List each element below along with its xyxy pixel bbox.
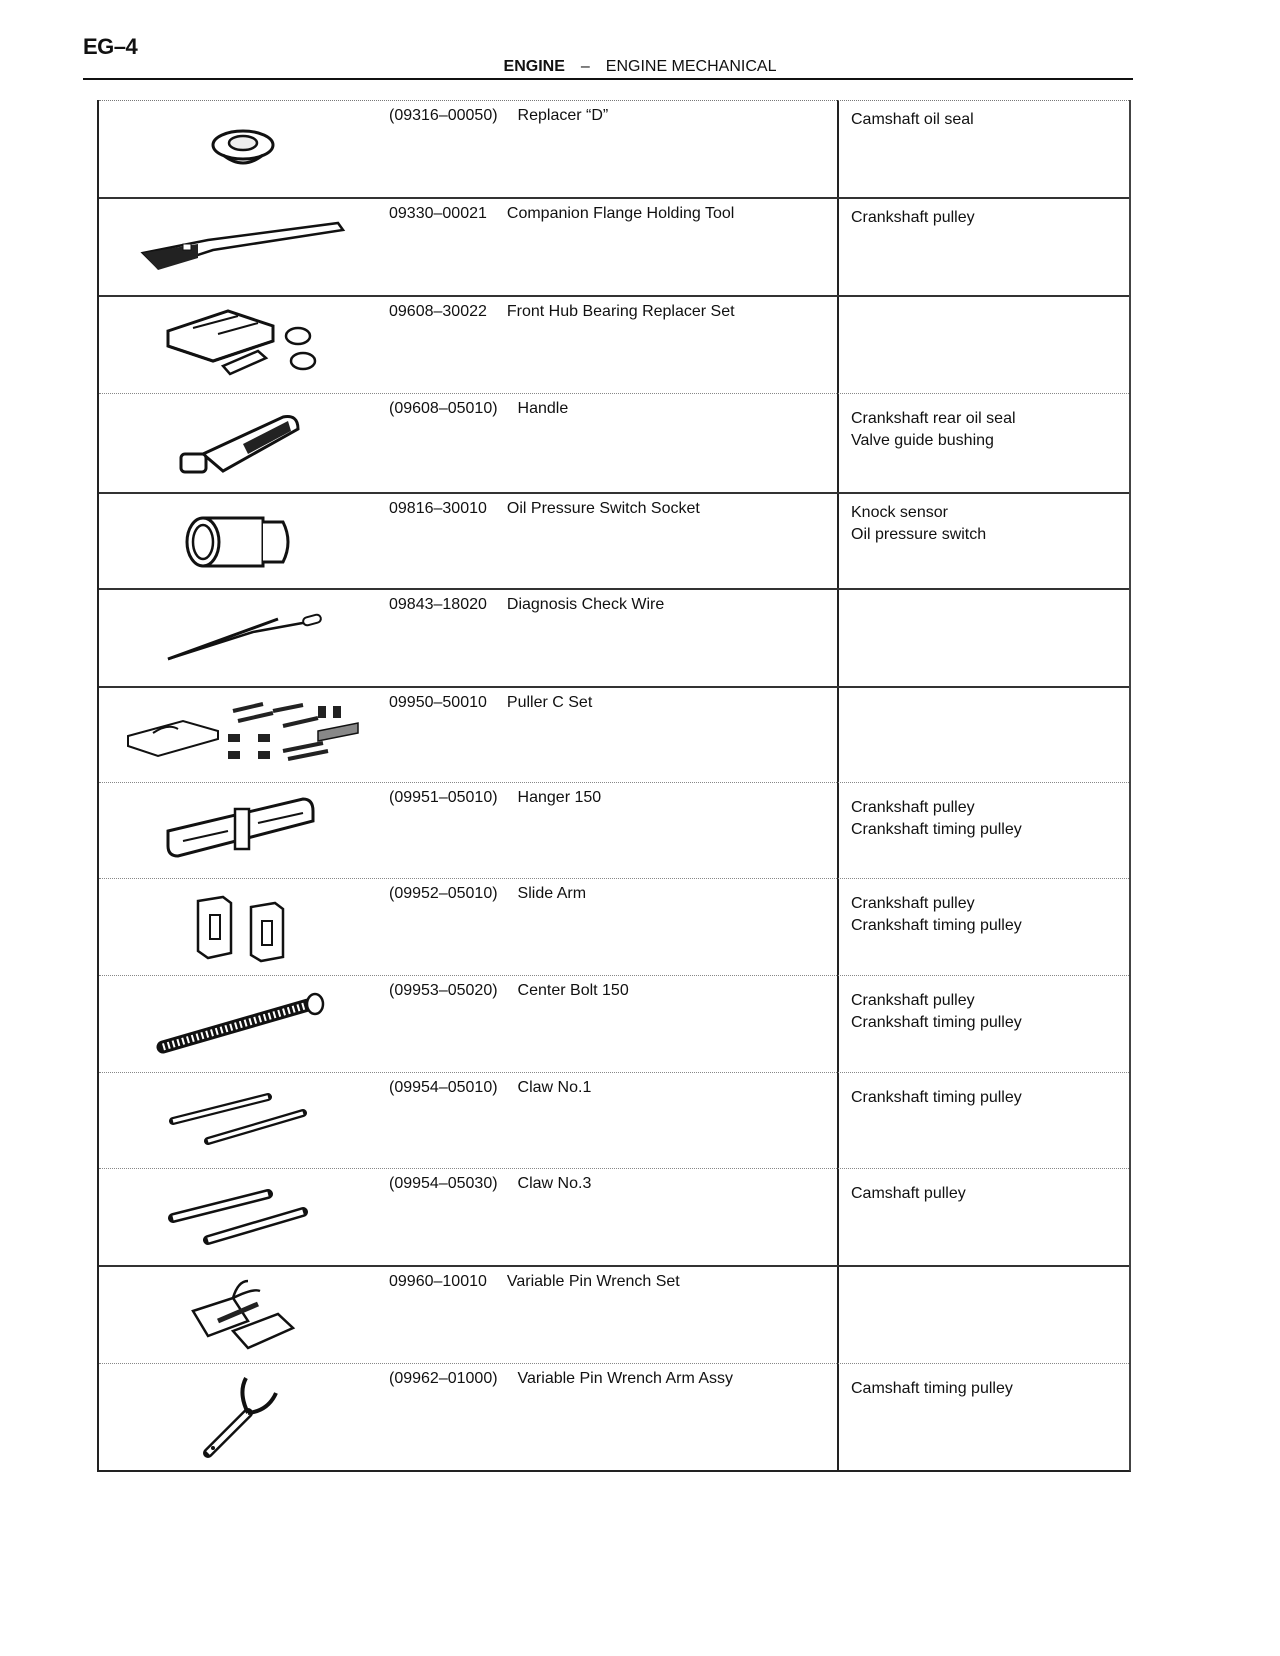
part-number: (09954–05010) xyxy=(389,1079,498,1096)
use-item: Knock sensor xyxy=(851,504,948,521)
tool-row xyxy=(99,1265,1129,1365)
tool-name: Slide Arm xyxy=(517,885,587,902)
puller-set-icon xyxy=(99,688,387,784)
use-item: Oil pressure switch xyxy=(851,526,987,543)
flange-holding-tool-icon xyxy=(99,199,387,297)
tool-uses xyxy=(851,109,974,131)
part-number: (09951–05010) xyxy=(389,789,498,806)
tool-description xyxy=(389,107,608,125)
tool-description xyxy=(389,982,629,1000)
subsection-title: ENGINE MECHANICAL xyxy=(605,58,777,75)
tool-row xyxy=(99,1168,1129,1266)
part-number: (09608–05010) xyxy=(389,400,498,417)
page-header xyxy=(0,58,1280,76)
tool-name: Replacer “D” xyxy=(517,107,609,124)
tool-name: Diagnosis Check Wire xyxy=(506,596,665,613)
tool-name: Oil Pressure Switch Socket xyxy=(506,500,700,517)
tool-uses xyxy=(851,893,1022,937)
use-item: Crankshaft timing pulley xyxy=(851,821,1022,838)
tool-description xyxy=(389,400,568,418)
tool-uses xyxy=(851,990,1022,1034)
tool-row xyxy=(99,1363,1129,1471)
tool-row xyxy=(99,975,1129,1073)
part-number: 09960–10010 xyxy=(389,1273,487,1290)
tool-uses xyxy=(851,502,986,546)
part-number: 09950–50010 xyxy=(389,694,487,711)
tool-description xyxy=(389,1273,680,1291)
part-number: (09952–05010) xyxy=(389,885,498,902)
page-number: EG–4 xyxy=(83,34,138,59)
check-wire-icon xyxy=(99,590,387,688)
bearing-replacer-set-icon xyxy=(99,297,387,395)
tool-row xyxy=(99,686,1129,784)
part-number: (09954–05030) xyxy=(389,1175,498,1192)
tool-row xyxy=(99,1072,1129,1169)
tool-description xyxy=(389,694,592,712)
tool-uses xyxy=(851,207,975,229)
tool-row xyxy=(99,588,1129,688)
center-bolt-icon xyxy=(99,976,387,1073)
special-service-tools-table xyxy=(97,100,1131,1472)
tool-name: Center Bolt 150 xyxy=(517,982,629,999)
tool-row xyxy=(99,295,1129,395)
use-item: Camshaft timing pulley xyxy=(851,1380,1013,1397)
header-separator: – xyxy=(580,58,590,75)
section-title: ENGINE xyxy=(503,58,565,75)
tool-row xyxy=(99,782,1129,879)
part-number: 09816–30010 xyxy=(389,500,487,517)
tool-uses xyxy=(851,797,1022,841)
tool-row xyxy=(99,393,1129,493)
tool-row xyxy=(99,878,1129,976)
claw-no3-icon xyxy=(99,1169,387,1266)
claw-no1-icon xyxy=(99,1073,387,1169)
tool-row xyxy=(99,197,1129,297)
tool-name: Claw No.1 xyxy=(517,1079,592,1096)
use-item: Crankshaft pulley xyxy=(851,799,975,816)
tool-name: Hanger 150 xyxy=(517,789,602,806)
part-number: 09608–30022 xyxy=(389,303,487,320)
use-item: Crankshaft pulley xyxy=(851,992,975,1009)
use-item: Camshaft pulley xyxy=(851,1185,966,1202)
use-item: Crankshaft timing pulley xyxy=(851,917,1022,934)
tool-name: Claw No.3 xyxy=(517,1175,592,1192)
tool-description xyxy=(389,303,735,321)
header-rule xyxy=(83,78,1133,80)
tool-description xyxy=(389,500,700,518)
use-item: Crankshaft rear oil seal xyxy=(851,410,1016,427)
part-number: (09962–01000) xyxy=(389,1370,498,1387)
use-item: Crankshaft pulley xyxy=(851,209,975,226)
socket-icon xyxy=(99,494,387,590)
tool-uses xyxy=(851,1378,1013,1400)
tool-description xyxy=(389,885,586,903)
use-item: Crankshaft pulley xyxy=(851,895,975,912)
part-number: (09316–00050) xyxy=(389,107,498,124)
tool-name: Variable Pin Wrench Set xyxy=(506,1273,680,1290)
tool-description xyxy=(389,1175,591,1193)
tool-description xyxy=(389,205,734,223)
part-number: 09330–00021 xyxy=(389,205,487,222)
pin-wrench-arm-icon xyxy=(99,1364,387,1471)
tool-description xyxy=(389,1079,591,1097)
tool-name: Front Hub Bearing Replacer Set xyxy=(506,303,735,320)
tool-row xyxy=(99,492,1129,590)
slide-arm-icon xyxy=(99,879,387,976)
tool-name: Handle xyxy=(517,400,569,417)
tool-uses xyxy=(851,1183,966,1205)
tool-row xyxy=(99,100,1129,198)
part-number: 09843–18020 xyxy=(389,596,487,613)
use-item: Camshaft oil seal xyxy=(851,111,974,128)
tool-uses xyxy=(851,1087,1022,1109)
tool-uses xyxy=(851,408,1016,452)
tool-name: Companion Flange Holding Tool xyxy=(506,205,735,222)
tool-description xyxy=(389,1370,733,1388)
tool-description xyxy=(389,789,601,807)
use-item: Crankshaft timing pulley xyxy=(851,1089,1022,1106)
replacer-d-icon xyxy=(99,101,387,198)
use-item: Crankshaft timing pulley xyxy=(851,1014,1022,1031)
handle-icon xyxy=(99,394,387,493)
tool-description xyxy=(389,596,664,614)
pin-wrench-set-icon xyxy=(99,1267,387,1365)
tool-name: Variable Pin Wrench Arm Assy xyxy=(517,1370,734,1387)
use-item: Valve guide bushing xyxy=(851,432,994,449)
part-number: (09953–05020) xyxy=(389,982,498,999)
tool-name: Puller C Set xyxy=(506,694,593,711)
hanger-icon xyxy=(99,783,387,879)
